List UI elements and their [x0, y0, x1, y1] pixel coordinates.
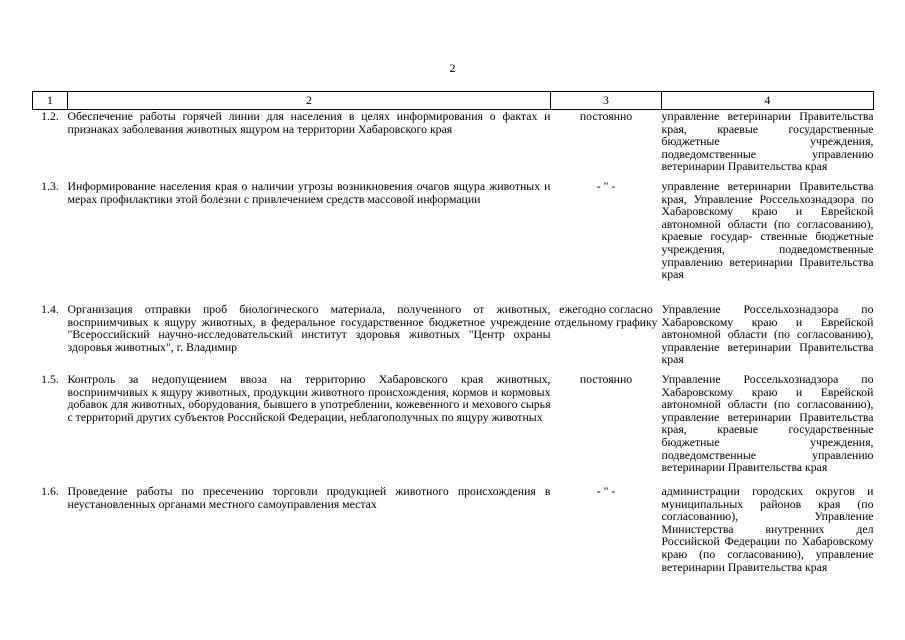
table-row	[33, 110, 874, 181]
row-description: Организация отправки проб биологического материала, полученного от животных, восприимчивых к ящуру животных, в федеральное государственное бюджетное учреждение "Всероссийский научно-исследовательский институт здоровья животных "Центр охраны здоровья животных", г. Владимир	[67, 302, 551, 354]
row-number: 1.2.	[41, 109, 59, 123]
row-term: - " -	[596, 179, 616, 193]
column-header-2: 2	[68, 92, 551, 110]
page-number: 2	[449, 61, 456, 75]
row-number: 1.3.	[41, 179, 59, 193]
row-responsible: администрации городских округов и муниципальных районов края (по согласованию), Управление Министерства внутренних дел Российской Федерации по Хабаровскому краю (по согласованию), управление ветеринарии Правительства края	[661, 484, 874, 574]
row-description: Обеспечение работы горячей линии для населения в целях информирования о фактах и признаках заболевания животных ящуром на территории Хабаровского края	[67, 109, 551, 136]
column-header-4: 4	[662, 92, 874, 110]
table-header-row	[33, 92, 874, 110]
row-term: постоянно	[579, 372, 633, 386]
row-number: 1.4.	[41, 302, 59, 316]
table-row	[33, 303, 874, 373]
row-responsible: управление ветеринарии Правительства края, краевые государственные бюджетные учреждения, подведомственные управлению ветеринарии Правительства края	[661, 109, 874, 174]
table-row	[33, 180, 874, 303]
table-row	[33, 373, 874, 485]
row-responsible: Управление Россельхознадзора по Хабаровскому краю и Еврейской автономной области (по согласованию), управление ветеринарии Правительства края	[661, 302, 874, 367]
row-term: постоянно	[579, 109, 633, 123]
row-responsible: управление ветеринарии Правительства края, Управление Россельхознадзора по Хабаровскому краю и Еврейской автономной области (по согласованию), краевые государ- ственные бюджетные учреждения, подведомственные управлению ветеринарии Правительства края	[661, 179, 874, 282]
row-description: Контроль за недопущением ввоза на территорию Хабаровского края животных, восприимчивых к ящуру животных, продукции животного происхождения, кормов и кормовых добавок для животных, оборудования, бывшего в употреблении, кожевенного и мехового сырья с территорий других субъектов Российской Федерации, неблагополучных по ящуру животных	[67, 372, 551, 424]
table-row	[33, 485, 874, 595]
column-header-3: 3	[551, 92, 662, 110]
row-description: Проведение работы по пресечению торговли продукцией животного происхождения в неустановленных органами местного самоуправления местах	[67, 484, 551, 511]
row-term: ежегодно согласно отдельному графику	[554, 302, 658, 329]
row-number: 1.5.	[41, 372, 59, 386]
row-term: - " -	[596, 484, 616, 498]
column-header-1: 1	[33, 92, 68, 110]
row-description: Информирование населения края о наличии угрозы возникновения очагов ящура животных и мерах профилактики этой болезни с привлечением средств массовой информации	[67, 179, 551, 206]
plan-table	[32, 91, 874, 595]
row-responsible: Управление Россельхознадзора по Хабаровскому краю и Еврейской автономной области (по согласованию), управление ветеринарии Правительства края, краевые государственные бюджетные учреждения, подведомственные управлению ветеринарии Правительства края	[661, 372, 874, 475]
row-number: 1.6.	[41, 484, 59, 498]
